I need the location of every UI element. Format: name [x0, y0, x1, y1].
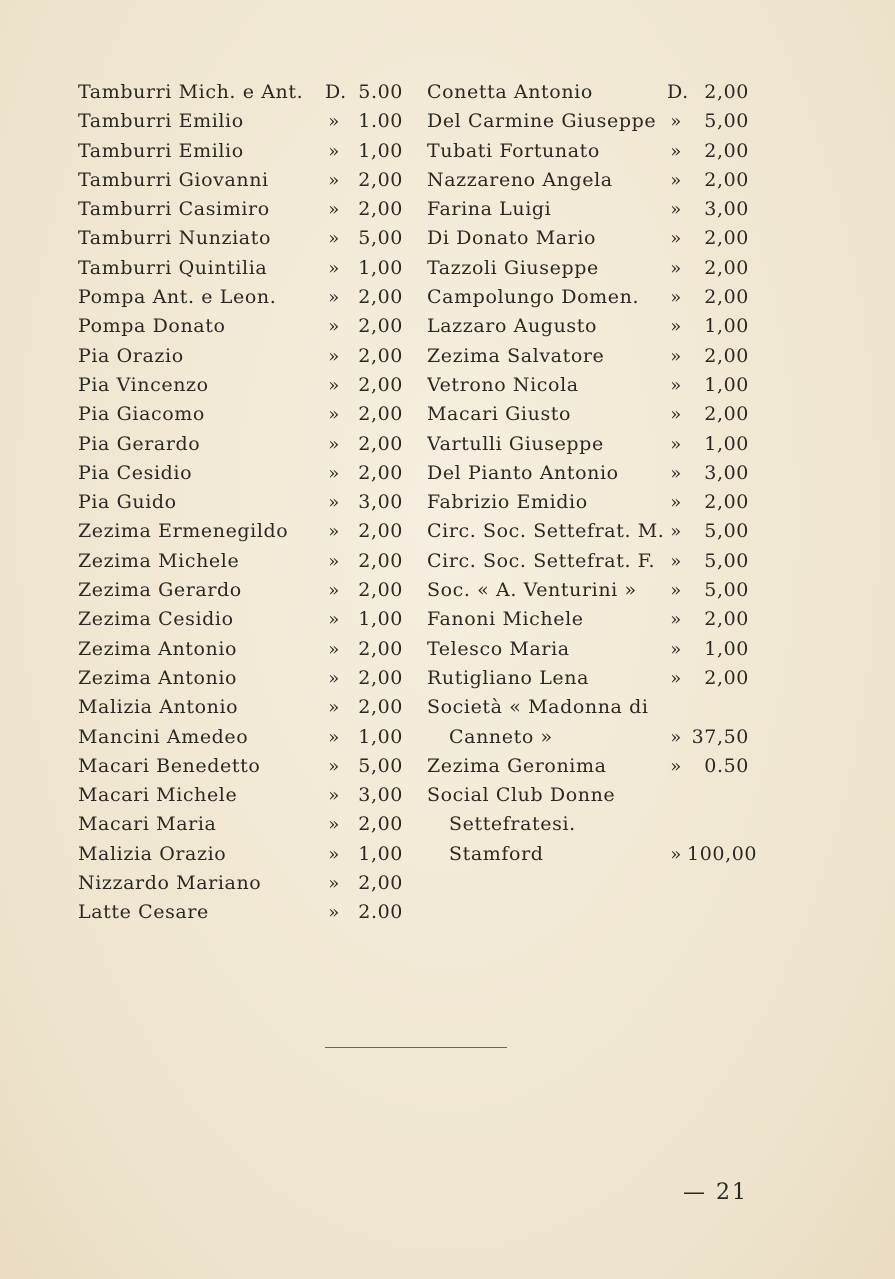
donor-row [427, 137, 749, 166]
ditto-mark: » [328, 843, 340, 865]
ditto-mark: » [328, 257, 340, 279]
donation-amount: 1,00 [704, 315, 749, 338]
donation-amount: 2,00 [358, 579, 403, 602]
donor-row [427, 283, 749, 312]
ditto-mark: » [328, 667, 340, 689]
donation-amount: 2,00 [358, 813, 403, 836]
separator-rule [325, 1047, 507, 1048]
donation-amount: 37,50 [691, 725, 749, 748]
ditto-mark: » [328, 287, 340, 309]
donor-row [427, 840, 758, 869]
donor-name: Nizzardo Mariano [78, 872, 262, 895]
donation-amount: 1.00 [358, 110, 403, 133]
donation-amount: 2,00 [704, 286, 749, 309]
ditto-mark: » [328, 755, 340, 777]
donor-row [78, 723, 403, 752]
donor-row [78, 430, 403, 459]
donor-name: Zezima Gerardo [78, 579, 242, 602]
donor-row [78, 840, 403, 869]
donor-name: Tazzoli Giuseppe [427, 256, 599, 279]
donation-amount: 3,00 [704, 198, 749, 221]
donor-name: Macari Giusto [427, 403, 572, 426]
donor-row [78, 459, 403, 488]
donor-row [427, 371, 749, 400]
donor-name: Fanoni Michele [427, 608, 584, 631]
ditto-mark: » [328, 462, 340, 484]
donation-amount: 1,00 [358, 608, 403, 631]
ditto-mark: » [328, 374, 340, 396]
ditto-mark: » [670, 550, 682, 572]
donor-row [427, 752, 749, 781]
donor-row [78, 137, 403, 166]
donation-amount: 2,00 [704, 81, 749, 103]
donor-row [78, 312, 403, 341]
ditto-mark: » [328, 169, 340, 191]
ditto-mark: » [670, 462, 682, 484]
donor-row [78, 781, 403, 810]
ditto-mark: » [328, 785, 340, 807]
donor-name: Pia Vincenzo [78, 373, 209, 396]
ditto-mark: » [670, 228, 682, 250]
ditto-mark: » [328, 580, 340, 602]
ditto-mark: » [328, 726, 340, 748]
donor-name: Zezima Michele [78, 549, 240, 572]
donor-name: Pia Giacomo [78, 403, 205, 426]
donor-row [427, 605, 749, 634]
donor-row [427, 107, 749, 136]
donor-name: Malizia Antonio [78, 696, 239, 719]
ditto-mark: » [670, 609, 682, 631]
ditto-mark: » [328, 638, 340, 660]
donor-name: Pia Guido [78, 491, 177, 514]
ditto-mark: D. [325, 81, 347, 103]
donation-amount: 1,00 [704, 637, 749, 660]
donor-row [78, 224, 403, 253]
ditto-mark: » [670, 667, 682, 689]
ditto-mark: » [328, 697, 340, 719]
ditto-mark: » [670, 638, 682, 660]
donor-name: Vartulli Giuseppe [427, 432, 604, 455]
donation-amount: 2,00 [358, 549, 403, 572]
ditto-mark: » [328, 521, 340, 543]
donor-name: Tamburri Nunziato [78, 227, 272, 250]
donor-row [78, 576, 403, 605]
donation-amount: 3,00 [358, 491, 403, 514]
donation-amount: 2,00 [704, 227, 749, 250]
donor-name: Società « Madonna di [427, 696, 649, 719]
donor-name: Tamburri Giovanni [78, 168, 269, 191]
donor-name: Macari Maria [78, 813, 217, 836]
donor-name: Pia Orazio [78, 344, 184, 367]
donor-name: Del Pianto Antonio [427, 461, 619, 484]
donor-name: Rutigliano Lena [427, 666, 590, 689]
donation-amount: 2,00 [358, 168, 403, 191]
donor-row [78, 752, 403, 781]
donor-name: Circ. Soc. Settefrat. F. [427, 549, 656, 572]
donor-row [427, 459, 749, 488]
donor-row [427, 664, 749, 693]
donor-list-right [427, 78, 758, 869]
donation-amount: 1,00 [358, 725, 403, 748]
donor-row [78, 400, 403, 429]
donation-amount: 2,00 [358, 432, 403, 455]
donor-row [427, 254, 749, 283]
ditto-mark: » [328, 316, 340, 338]
ditto-mark: » [670, 492, 682, 514]
donation-amount: 2,00 [358, 637, 403, 660]
donor-row [78, 635, 403, 664]
donor-name: Pompa Donato [78, 315, 226, 338]
donation-amount: 1,00 [704, 373, 749, 396]
donor-name: Campolungo Domen. [427, 286, 640, 309]
donation-amount: 2,00 [358, 872, 403, 895]
donation-amount: 2.00 [358, 901, 403, 924]
donor-name: Soc. « A. Venturini » [427, 579, 637, 602]
donor-name: Fabrizio Emidio [427, 491, 588, 514]
donor-row [427, 488, 749, 517]
ditto-mark: » [670, 257, 682, 279]
donor-name: Zezima Salvatore [427, 344, 605, 367]
donation-amount: 2,00 [704, 168, 749, 191]
donor-row [78, 342, 403, 371]
donor-row [78, 78, 403, 107]
donor-name: Farina Luigi [427, 198, 552, 221]
ditto-mark: » [328, 433, 340, 455]
donation-amount: 1,00 [704, 432, 749, 455]
donation-amount: 5,00 [358, 227, 403, 250]
donation-amount: 2,00 [358, 461, 403, 484]
donation-amount: 5,00 [358, 754, 403, 777]
donor-row [427, 635, 749, 664]
donor-name: Settefratesi. [449, 813, 576, 836]
donation-amount: 2,00 [704, 403, 749, 426]
donor-row [427, 693, 749, 722]
donation-amount: 2,00 [704, 139, 749, 162]
donor-name: Nazzareno Angela [427, 168, 613, 191]
donor-name: Canneto » [449, 725, 553, 748]
donation-amount: 5,00 [704, 110, 749, 133]
ditto-mark: » [670, 199, 682, 221]
donation-amount: 5,00 [704, 520, 749, 543]
donor-name: Tamburri Emilio [78, 139, 244, 162]
ditto-mark: » [328, 492, 340, 514]
donation-amount: 2,00 [704, 608, 749, 631]
ditto-mark: » [328, 902, 340, 924]
donor-row [78, 810, 403, 839]
donor-row [78, 166, 403, 195]
donation-amount: 2,00 [704, 344, 749, 367]
donor-row [78, 488, 403, 517]
donation-amount: 2,00 [704, 256, 749, 279]
donation-amount: 3,00 [704, 461, 749, 484]
donor-row [427, 517, 749, 546]
donor-name: Telesco Maria [427, 637, 570, 660]
donor-row [427, 576, 749, 605]
donor-row [78, 605, 403, 634]
donor-name: Macari Benedetto [78, 754, 261, 777]
ditto-mark: » [670, 345, 682, 367]
donation-amount: 2,00 [358, 315, 403, 338]
ditto-mark: » [670, 843, 682, 865]
donor-name: Malizia Orazio [78, 842, 227, 865]
donor-row [427, 312, 749, 341]
ditto-mark: » [670, 521, 682, 543]
donor-row [427, 166, 749, 195]
donation-amount: 1,00 [358, 842, 403, 865]
donor-name: Tubati Fortunato [427, 139, 600, 162]
donor-name: Lazzaro Augusto [427, 315, 598, 338]
donation-amount: 2,00 [358, 373, 403, 396]
donor-name: Stamford [449, 842, 544, 865]
ditto-mark: » [328, 404, 340, 426]
donation-amount: 2,00 [358, 520, 403, 543]
donor-row [78, 107, 403, 136]
donation-amount: 1,00 [358, 256, 403, 279]
ditto-mark: » [670, 140, 682, 162]
ditto-mark: » [328, 550, 340, 572]
donor-name: Tamburri Emilio [78, 110, 244, 133]
donor-name: Tamburri Quintilia [78, 256, 268, 279]
donor-row [78, 195, 403, 224]
donor-name: Zezima Cesidio [78, 608, 234, 631]
donor-name: Tamburri Mich. e Ant. [78, 81, 304, 103]
donor-row [427, 430, 749, 459]
donor-name: Macari Michele [78, 784, 238, 807]
donor-name: Tamburri Casimiro [78, 198, 270, 221]
donor-row [78, 371, 403, 400]
donor-row [427, 547, 749, 576]
donor-row [78, 664, 403, 693]
donor-name: Di Donato Mario [427, 227, 597, 250]
ditto-mark: » [670, 287, 682, 309]
donor-row [78, 898, 403, 927]
page-number: — 21 [683, 1180, 748, 1205]
ditto-mark: » [328, 228, 340, 250]
ditto-mark: » [670, 726, 682, 748]
donor-row [78, 254, 403, 283]
donor-name: Pompa Ant. e Leon. [78, 286, 277, 309]
donor-name: Del Carmine Giuseppe [427, 110, 657, 133]
ditto-mark: » [670, 755, 682, 777]
donor-row [78, 869, 403, 898]
donor-name: Vetrono Nicola [427, 373, 579, 396]
donor-row [427, 224, 749, 253]
donor-list-left [78, 78, 403, 928]
donor-name: Zezima Geronima [427, 754, 607, 777]
ditto-mark: » [328, 873, 340, 895]
donation-amount: 5.00 [358, 81, 403, 103]
donation-amount: 3,00 [358, 784, 403, 807]
ditto-mark: » [670, 580, 682, 602]
donation-amount: 2,00 [358, 344, 403, 367]
donor-name: Zezima Antonio [78, 637, 238, 660]
ditto-mark: » [328, 345, 340, 367]
donor-row [427, 781, 749, 810]
donation-amount: 2,00 [358, 286, 403, 309]
donation-amount: 1,00 [358, 139, 403, 162]
donor-name: Circ. Soc. Settefrat. M. [427, 520, 665, 543]
donation-amount: 2,00 [358, 403, 403, 426]
donor-row [78, 283, 403, 312]
donor-name: Conetta Antonio [427, 81, 593, 103]
donor-name: Social Club Donne [427, 784, 616, 807]
donation-amount: 2,00 [358, 198, 403, 221]
donation-amount: 5,00 [704, 579, 749, 602]
donor-name: Pia Gerardo [78, 432, 201, 455]
donation-amount: 0.50 [704, 754, 749, 777]
donor-row [78, 693, 403, 722]
ditto-mark: » [328, 609, 340, 631]
donor-row [427, 723, 749, 752]
ditto-mark: » [670, 316, 682, 338]
ditto-mark: » [670, 169, 682, 191]
donor-row [427, 400, 749, 429]
donation-amount: 2,00 [358, 666, 403, 689]
ditto-mark: » [328, 199, 340, 221]
ditto-mark: » [670, 374, 682, 396]
ditto-mark: » [328, 140, 340, 162]
ditto-mark: » [670, 111, 682, 133]
donor-name: Latte Cesare [78, 901, 209, 924]
ditto-mark: D. [667, 81, 689, 103]
donor-row [427, 195, 749, 224]
donation-amount: 2,00 [704, 491, 749, 514]
donation-amount: 2,00 [358, 696, 403, 719]
donor-row [78, 517, 403, 546]
donor-name: Mancini Amedeo [78, 725, 249, 748]
ditto-mark: » [670, 404, 682, 426]
donor-row [427, 342, 749, 371]
donor-row [427, 78, 749, 107]
donor-name: Pia Cesidio [78, 461, 193, 484]
ditto-mark: » [328, 814, 340, 836]
donation-amount: 5,00 [704, 549, 749, 572]
donor-row [427, 810, 749, 839]
ditto-mark: » [670, 433, 682, 455]
donation-amount: 2,00 [704, 666, 749, 689]
donor-name: Zezima Antonio [78, 666, 238, 689]
donation-amount: 100,00 [687, 842, 758, 865]
donor-name: Zezima Ermenegildo [78, 520, 289, 543]
donor-row [78, 547, 403, 576]
ditto-mark: » [328, 111, 340, 133]
